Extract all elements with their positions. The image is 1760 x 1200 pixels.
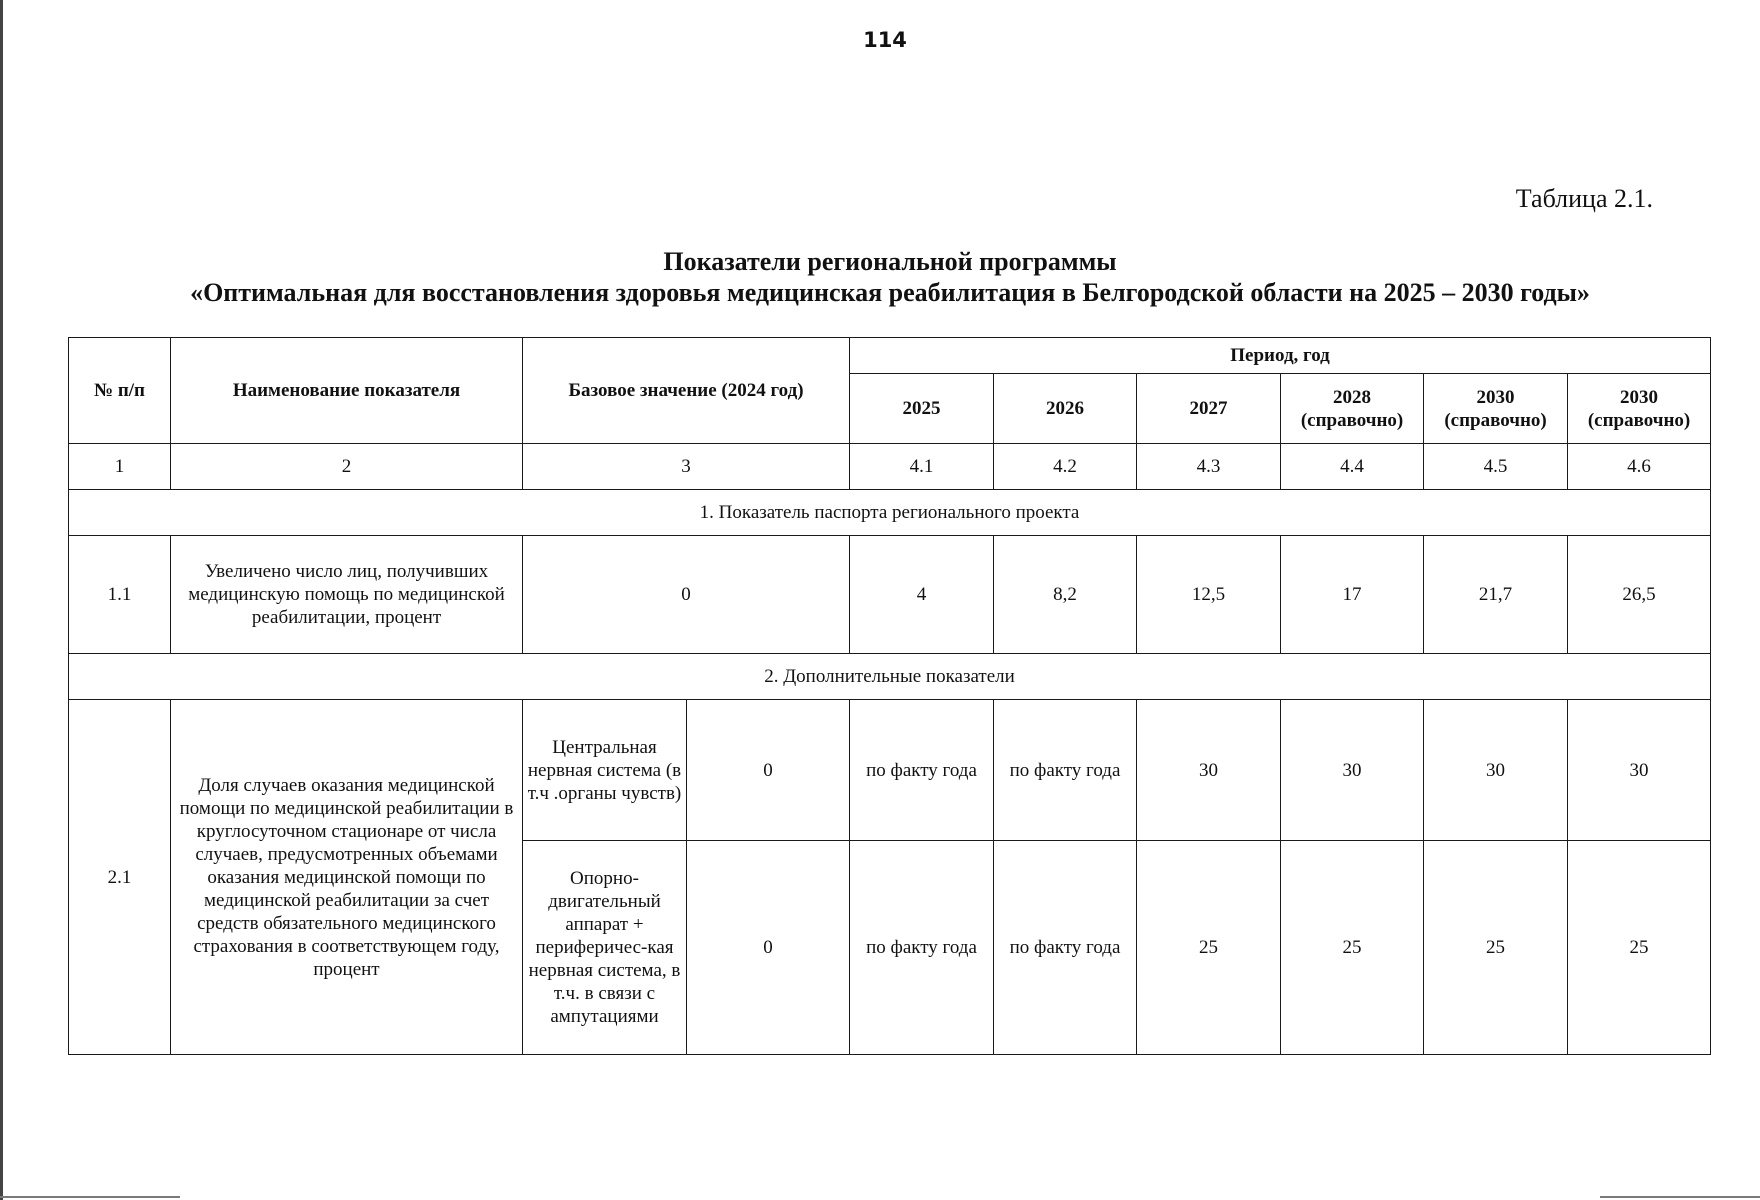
row-name: Увеличено число лиц, получивших медицинскую помощь по медицинской реабилитации, процент [171, 536, 523, 654]
row-base-value: 0 [523, 536, 850, 654]
row-num: 2.1 [69, 700, 171, 1055]
header-year: 2028 (справочно) [1281, 374, 1424, 444]
column-number: 4.6 [1568, 444, 1711, 490]
scan-bottom-rule [1600, 1196, 1760, 1198]
row-value: по факту года [994, 700, 1137, 841]
column-number: 4.4 [1281, 444, 1424, 490]
row-value: 17 [1281, 536, 1424, 654]
row-value: 25 [1424, 841, 1568, 1055]
row-value: по факту года [850, 700, 994, 841]
sub-row-base-value: 0 [687, 841, 850, 1055]
header-year: 2027 [1137, 374, 1281, 444]
header-num: № п/п [69, 338, 171, 444]
header-base: Базовое значение (2024 год) [523, 338, 850, 444]
header-year: 2030 (справочно) [1568, 374, 1711, 444]
header-name: Наименование показателя [171, 338, 523, 444]
header-year: 2026 [994, 374, 1137, 444]
header-year: 2025 [850, 374, 994, 444]
sub-row-base-value: 0 [687, 700, 850, 841]
table-row [69, 536, 1711, 654]
row-value: 25 [1137, 841, 1281, 1055]
column-numbers-row [69, 444, 1711, 490]
row-value: 30 [1424, 700, 1568, 841]
column-number: 3 [523, 444, 850, 490]
row-value: 8,2 [994, 536, 1137, 654]
section-title: 1. Показатель паспорта регионального проекта [69, 490, 1711, 536]
column-number: 4.2 [994, 444, 1137, 490]
column-number: 2 [171, 444, 523, 490]
row-value: 30 [1568, 700, 1711, 841]
section-title: 2. Дополнительные показатели [69, 654, 1711, 700]
row-num: 1.1 [69, 536, 171, 654]
row-value: 30 [1137, 700, 1281, 841]
indicators-table [68, 337, 1711, 1055]
scan-bottom-rule [0, 1196, 180, 1198]
document-title [0, 246, 1760, 308]
row-value: 26,5 [1568, 536, 1711, 654]
row-value: 25 [1568, 841, 1711, 1055]
column-number: 4.1 [850, 444, 994, 490]
row-value: по факту года [994, 841, 1137, 1055]
title-line-1: Показатели региональной программы [663, 247, 1117, 276]
row-value: 25 [1281, 841, 1424, 1055]
column-number: 4.5 [1424, 444, 1568, 490]
row-name: Доля случаев оказания медицинской помощи по медицинской реабилитации в круглосуточном стационаре от числа случаев, предусмотренных объемами оказания медицинской помощи по медицинской реабилитации за счет средств обязательного медицинского страхования в соответствующем году, процент [171, 700, 523, 1055]
table-row [69, 700, 1711, 841]
row-value: 30 [1281, 700, 1424, 841]
title-line-2: «Оптимальная для восстановления здоровья медицинская реабилитация в Белгородской области на 2025 – 2030 годы» [190, 278, 1590, 307]
row-value: 21,7 [1424, 536, 1568, 654]
section-2-row [69, 654, 1711, 700]
sub-row-label: Центральная нервная система (в т.ч .органы чувств) [523, 700, 687, 841]
scan-left-edge [0, 0, 3, 1200]
sub-row-label: Опорно-двигательный аппарат + периферичес-кая нервная система, в т.ч. в связи с ампутациями [523, 841, 687, 1055]
section-1-row [69, 490, 1711, 536]
row-value: 4 [850, 536, 994, 654]
row-value: 12,5 [1137, 536, 1281, 654]
table-reference: Таблица 2.1. [1515, 184, 1653, 213]
header-period: Период, год [850, 338, 1711, 374]
column-number: 1 [69, 444, 171, 490]
header-row-1 [69, 338, 1711, 374]
header-year: 2030 (справочно) [1424, 374, 1568, 444]
column-number: 4.3 [1137, 444, 1281, 490]
row-value: по факту года [850, 841, 994, 1055]
page-number: 114 [863, 28, 907, 52]
